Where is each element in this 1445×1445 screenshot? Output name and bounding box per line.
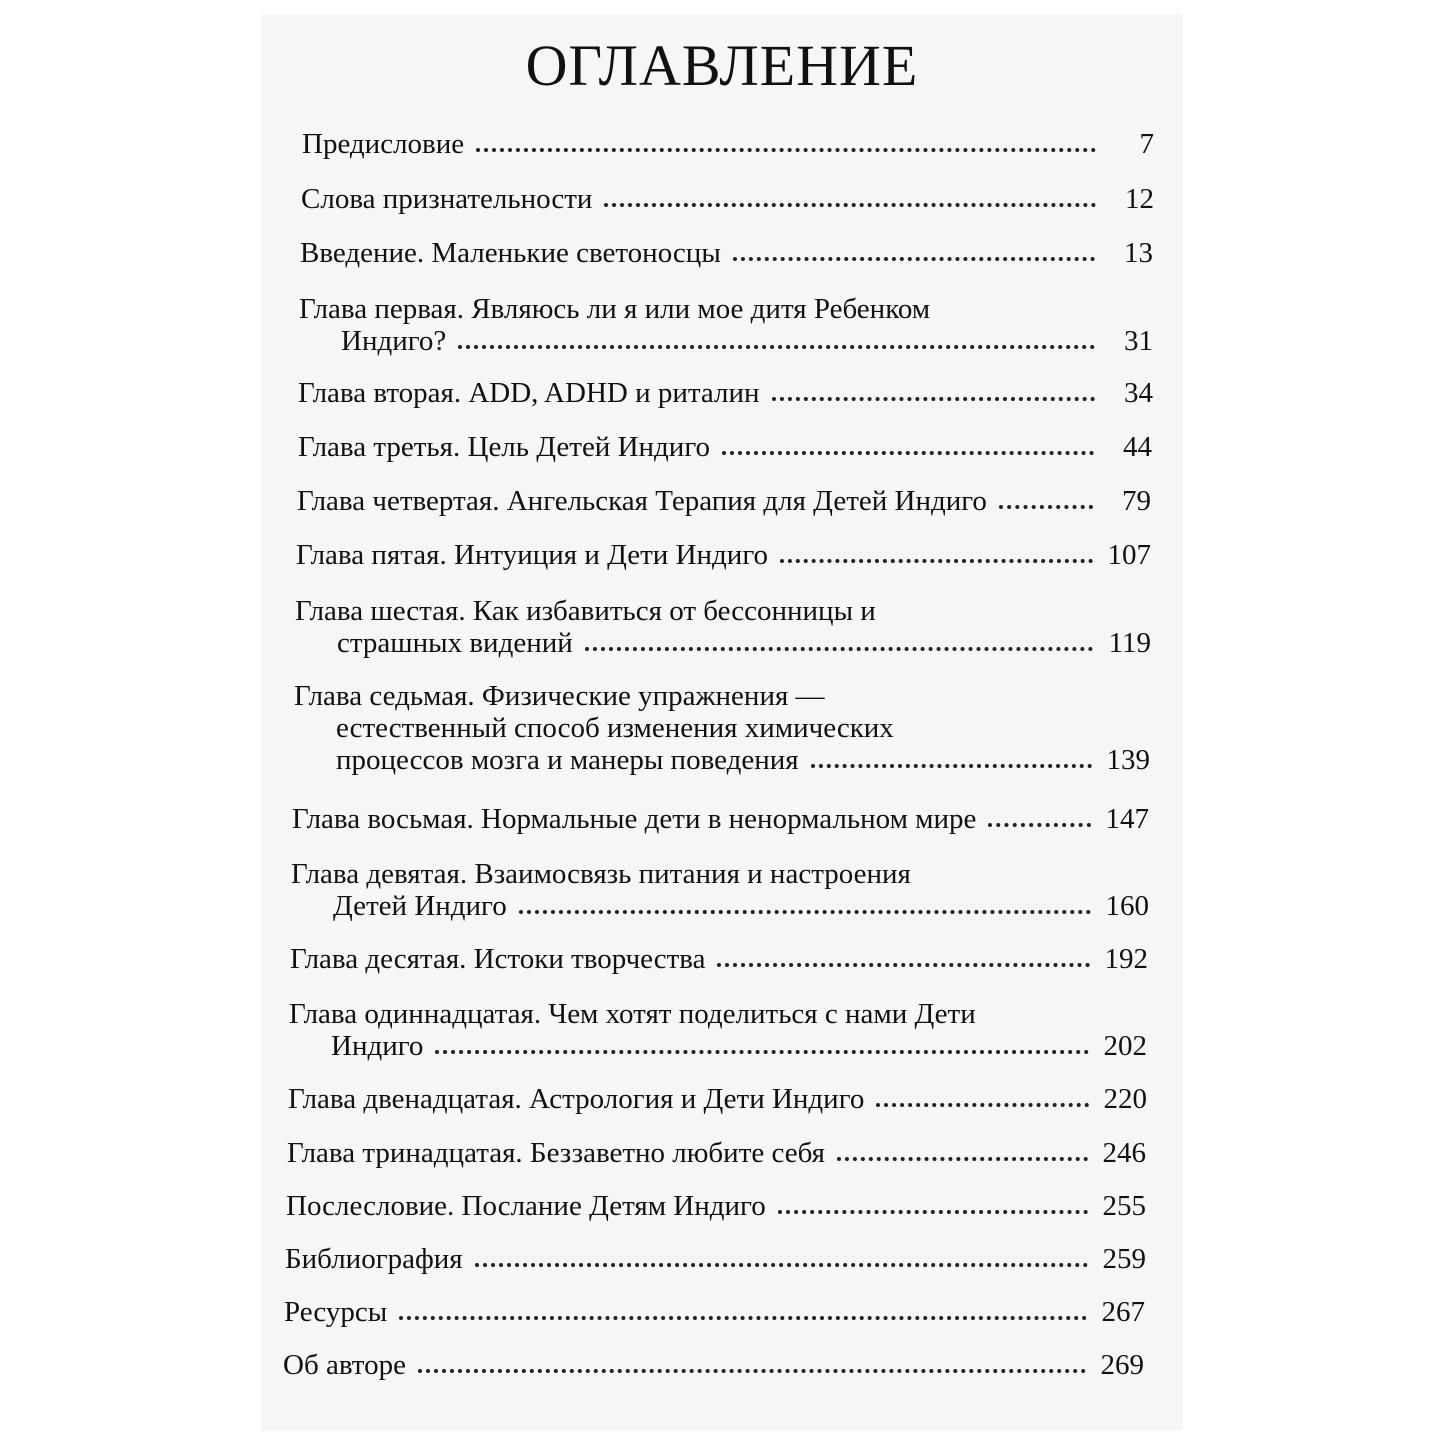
toc-entry	[297, 485, 1151, 517]
toc-entry-line-text: Предисловие	[302, 128, 465, 160]
dot-leader	[733, 257, 1095, 261]
dot-leader	[418, 1369, 1086, 1373]
toc-page-number: 7	[1139, 128, 1154, 160]
toc-entry-line-text: Глава третья. Цель Детей Индиго	[298, 431, 710, 463]
toc-entry-line-text: естественный способ изменения химических	[336, 712, 894, 744]
toc-entry-line-text: Глава четвертая. Ангельская Терапия для Детей Индиго	[297, 485, 987, 517]
toc-entry-title	[286, 1190, 1094, 1222]
toc-entry-line	[299, 325, 1101, 357]
toc-entry-line	[300, 237, 1101, 269]
toc-entry-title	[297, 485, 1099, 517]
toc-page-number: 246	[1102, 1137, 1146, 1169]
toc-entry-line-text: Ресурсы	[284, 1296, 388, 1328]
toc-entry-line	[297, 485, 1099, 517]
toc-entry-title	[300, 237, 1101, 269]
toc-entry-line	[289, 1030, 1095, 1062]
toc-entry-line-text: Глава двенадцатая. Астрология и Дети Индиго	[288, 1083, 865, 1115]
toc-entry-line-text: Глава первая. Являюсь ли я или мое дитя Ребенком	[299, 293, 931, 325]
toc-entry-line	[301, 183, 1102, 215]
toc-entry-line	[289, 998, 1095, 1030]
toc-entry-line	[295, 595, 1099, 627]
toc-entry-line-text: Глава десятая. Истоки творчества	[290, 943, 706, 975]
toc-page-number: 202	[1103, 1030, 1147, 1062]
toc-entry-line-text: Об авторе	[283, 1349, 406, 1381]
toc-entry-title	[296, 539, 1099, 571]
toc-entry-line-text: Слова признательности	[301, 183, 593, 215]
toc-entry	[295, 595, 1151, 659]
toc-entry	[291, 858, 1149, 922]
toc-entry-title	[294, 680, 1098, 776]
toc-entry	[300, 237, 1153, 269]
toc-entry-title	[298, 431, 1100, 463]
dot-leader	[475, 1263, 1088, 1267]
toc-entry-title	[285, 1243, 1094, 1275]
toc-entry	[287, 1137, 1146, 1169]
toc-page-number: 255	[1102, 1190, 1146, 1222]
toc-entry-title	[302, 128, 1102, 160]
dot-leader	[772, 397, 1095, 401]
toc-entry	[288, 1083, 1147, 1115]
page-title: ОГЛАВЛЕНИЕ	[525, 33, 919, 98]
toc-page-number: 34	[1124, 377, 1153, 409]
toc-entry-title	[288, 1083, 1095, 1115]
toc-entry-line-text: Послесловие. Послание Детям Индиго	[286, 1190, 766, 1222]
toc-entry-title	[284, 1296, 1093, 1328]
toc-entry-line-text: Глава вторая. ADD, ADHD и риталин	[298, 377, 760, 409]
toc-entry	[294, 680, 1150, 776]
dot-leader	[476, 148, 1096, 152]
dot-leader	[780, 559, 1093, 563]
toc-entry-line	[298, 377, 1101, 409]
toc-entry-line-text: страшных видений	[337, 627, 573, 659]
toc-page-number: 269	[1100, 1349, 1144, 1381]
toc-entry-line	[302, 128, 1102, 160]
dot-leader	[778, 1210, 1088, 1214]
toc-entry	[302, 128, 1154, 160]
toc-entry	[283, 1349, 1144, 1381]
dot-leader	[811, 764, 1092, 768]
toc-entry-title	[287, 1137, 1094, 1169]
toc-page-number: 44	[1123, 431, 1152, 463]
toc-entry	[289, 998, 1147, 1062]
dot-leader	[988, 823, 1091, 827]
toc-entry-line	[290, 943, 1096, 975]
toc-entry-line-text: Глава девятая. Взаимосвязь питания и настроения	[291, 858, 911, 890]
toc-page-number: 147	[1105, 803, 1149, 835]
toc-entry	[290, 943, 1148, 975]
dot-leader	[399, 1316, 1087, 1320]
toc-entry-line	[299, 293, 1101, 325]
toc-page-number: 79	[1122, 485, 1151, 517]
toc-page-number: 13	[1124, 237, 1153, 269]
toc-page-number: 119	[1108, 627, 1151, 659]
toc-entry	[298, 377, 1153, 409]
toc-entry-title	[292, 803, 1097, 835]
toc-entry-line	[294, 744, 1098, 776]
dot-leader	[519, 910, 1091, 914]
toc-entry-line	[292, 803, 1097, 835]
toc-entry-line	[286, 1190, 1094, 1222]
toc-entry	[284, 1296, 1145, 1328]
toc-entry-title	[290, 943, 1096, 975]
toc-entry-line	[294, 680, 1098, 712]
toc-entry-line	[284, 1296, 1093, 1328]
toc-entry-line-text: Глава восьмая. Нормальные дети в ненормальном мире	[292, 803, 977, 835]
toc-page-number: 220	[1103, 1083, 1147, 1115]
toc-entry-title	[283, 1349, 1092, 1381]
dot-leader	[604, 203, 1096, 207]
dot-leader	[837, 1157, 1088, 1161]
toc-entry-line	[288, 1083, 1095, 1115]
toc-entry-line	[287, 1137, 1094, 1169]
toc-entry-line	[294, 712, 1098, 744]
toc-page-number: 160	[1105, 890, 1149, 922]
toc-entry-title	[299, 293, 1101, 357]
toc-entry	[285, 1243, 1146, 1275]
dot-leader	[717, 963, 1090, 967]
toc-entry-line-text: Введение. Маленькие светоносцы	[300, 237, 721, 269]
toc-page-number: 192	[1104, 943, 1148, 975]
dot-leader	[435, 1050, 1089, 1054]
toc-entry-title	[301, 183, 1102, 215]
toc-entry-line-text: Глава седьмая. Физические упражнения —	[294, 680, 825, 712]
toc-page-number: 31	[1124, 325, 1153, 357]
toc-entry-line	[295, 627, 1099, 659]
toc-entry-line-text: Глава шестая. Как избавиться от бессонницы и	[295, 595, 876, 627]
dot-leader	[876, 1103, 1089, 1107]
toc-page-number: 107	[1107, 539, 1151, 571]
toc-page-number: 259	[1102, 1243, 1146, 1275]
toc-entry	[286, 1190, 1146, 1222]
toc-entry-line	[291, 858, 1097, 890]
toc-entry-line	[283, 1349, 1092, 1381]
toc-entry-title	[291, 858, 1097, 922]
toc-page-number: 12	[1125, 183, 1154, 215]
toc-entry	[301, 183, 1154, 215]
toc-page-number: 267	[1101, 1296, 1145, 1328]
toc-entry-line	[291, 890, 1097, 922]
toc-entry-line-text: Детей Индиго	[333, 890, 507, 922]
toc-entry	[292, 803, 1149, 835]
book-page	[262, 15, 1182, 1430]
toc-entry	[299, 293, 1153, 357]
toc-entry-title	[289, 998, 1095, 1062]
toc-entry-line-text: Глава тринадцатая. Беззаветно любите себя	[287, 1137, 825, 1169]
toc-entry-line-text: Библиография	[285, 1243, 463, 1275]
toc-entry-line-text: Индиго?	[341, 325, 447, 357]
dot-leader	[999, 505, 1093, 509]
toc-entry-line	[285, 1243, 1094, 1275]
dot-leader	[722, 451, 1094, 455]
toc-entry-line-text: Глава пятая. Интуиция и Дети Индиго	[296, 539, 768, 571]
toc-entry-line-text: процессов мозга и манеры поведения	[336, 744, 799, 776]
dot-leader	[458, 345, 1095, 349]
toc-page-number: 139	[1106, 744, 1150, 776]
toc-entry-line	[296, 539, 1099, 571]
dot-leader	[585, 647, 1093, 651]
toc-entry-line	[298, 431, 1100, 463]
toc-entry-title	[298, 377, 1101, 409]
toc-entry-line-text: Глава одиннадцатая. Чем хотят поделиться с нами Дети	[289, 998, 976, 1030]
toc-entry	[298, 431, 1152, 463]
toc-entry-title	[295, 595, 1099, 659]
toc-entry	[296, 539, 1151, 571]
toc-entry-line-text: Индиго	[331, 1030, 424, 1062]
